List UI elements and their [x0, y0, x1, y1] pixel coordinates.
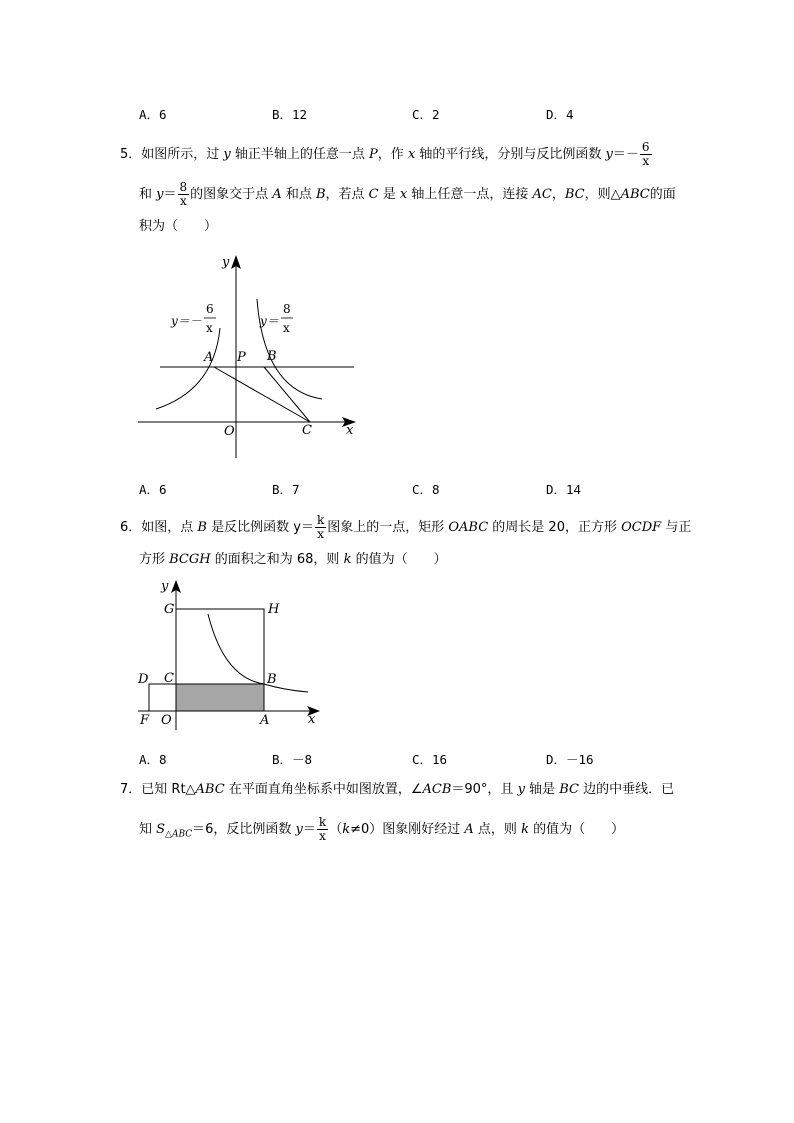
q5-left-curve [156, 328, 220, 409]
q5-var: B [315, 187, 326, 202]
q6-label-d: D [138, 672, 149, 687]
q5-line-1 [120, 141, 653, 168]
prev-option-d: D．4 [546, 107, 574, 122]
q5-right-eq-prefix: y＝ [260, 314, 279, 328]
q5-label-b: B [267, 349, 277, 364]
q7-var: ACB [422, 782, 452, 797]
q6-var: B [197, 520, 207, 535]
q7-subscript: △ABC [165, 829, 193, 840]
q6-number: 6． [120, 520, 142, 535]
q6-option-d: D．－16 [546, 752, 594, 767]
q5-text: ， [551, 187, 565, 202]
q7-text: 在平面直角坐标系中如图放置，∠ [224, 782, 423, 797]
q7-text: 已知 Rt△ [141, 782, 196, 797]
q7-text: 点，则 [473, 822, 522, 837]
q5-var: y [156, 187, 164, 202]
q5-text: ，则△ [584, 187, 621, 202]
q6-label-y: y [161, 579, 169, 594]
q6-var: k [343, 552, 352, 567]
q5-label-a: A [204, 350, 214, 365]
q6-var: BCGH [169, 552, 211, 567]
q7-var: A [464, 822, 474, 837]
q6-line-2 [139, 552, 447, 568]
q6-figure [132, 574, 332, 734]
q5-left-eq-den: x [206, 321, 213, 335]
q5-text: 轴正半轴上的任意一点 [230, 147, 370, 162]
q5-frac-num: 8 [179, 180, 188, 194]
q7-var: k [521, 822, 529, 837]
q5-text: 的面 [649, 187, 676, 202]
q5-text: 和 [139, 187, 157, 202]
q6-text: 与正 [661, 520, 692, 535]
q5-var: BC [564, 187, 585, 202]
q7-text: ≠0）图象刚好经过 [350, 822, 465, 837]
q6-frac-den: x [317, 527, 324, 541]
q7-var: ABC [195, 782, 225, 797]
q5-var: y [605, 147, 613, 162]
q6-label-b: B [267, 672, 277, 687]
q6-frac-num: k [316, 513, 325, 527]
q5-fraction-2 [178, 181, 190, 208]
prev-option-a: A．6 [139, 107, 167, 122]
q7-text: ＝ [302, 822, 316, 837]
q5-figure [130, 250, 370, 465]
q5-right-eq-den: x [283, 321, 290, 335]
q6-label-c: C [164, 671, 174, 686]
q5-var: C [368, 187, 379, 202]
q5-label-o: O [224, 424, 235, 439]
q7-text: （ [329, 822, 343, 837]
q5-var: A [272, 187, 282, 202]
q7-line-1 [120, 782, 674, 798]
q7-var: y [295, 822, 303, 837]
q6-text: 的值为（ ） [351, 552, 447, 567]
q6-label-o: O [161, 713, 172, 728]
q5-option-d: D．14 [546, 482, 582, 497]
q7-number: 7． [120, 782, 142, 797]
q7-line-2 [139, 816, 624, 843]
q6-label-a: A [260, 713, 270, 728]
q7-text: ＝6，反比例函数 [192, 822, 296, 837]
q7-fraction [317, 816, 328, 843]
q7-var: S [156, 822, 166, 837]
q5-frac-num: 6 [641, 140, 650, 154]
q5-var: y [223, 147, 231, 162]
q7-text: 边的中垂线．已 [578, 782, 675, 797]
q7-var: BC [559, 782, 579, 797]
q7-text: 知 [139, 822, 157, 837]
q6-text: 是反比例函数 y＝ [206, 520, 314, 535]
q5-label-y: y [222, 255, 230, 270]
q6-label-f: F [140, 713, 150, 728]
q5-frac-den: x [642, 154, 650, 168]
q5-text: 和点 [281, 187, 316, 202]
q5-left-eq-num: 6 [206, 302, 214, 316]
q6-text: 的面积之和为 68，则 [210, 552, 344, 567]
q5-var: x [407, 147, 416, 162]
q6-option-b: B．－8 [272, 752, 313, 767]
q7-text: 的值为（ ） [528, 822, 625, 837]
q6-text: 如图，点 [141, 520, 198, 535]
q6-label-g: G [164, 602, 175, 617]
q5-var: AC [532, 187, 552, 202]
q5-number: 5． [120, 147, 142, 162]
q5-text: ＝ [163, 187, 177, 202]
q7-var: y [517, 782, 525, 797]
q5-text: ，作 [377, 147, 408, 162]
q7-var: k [342, 822, 351, 837]
q5-option-c: C．8 [412, 482, 440, 497]
q6-option-a: A．8 [139, 752, 167, 767]
q5-line-3: 积为（ ） [139, 219, 218, 234]
q6-text: 方形 [139, 552, 170, 567]
q5-label-x: x [346, 423, 354, 438]
q5-text: 轴的平行线，分别与反比例函数 [415, 147, 606, 162]
q6-text: 的周长是 20，正方形 [488, 520, 622, 535]
q5-text: 轴上任意一点，连接 [407, 187, 533, 202]
q6-curve [208, 614, 308, 692]
prev-option-c: C．2 [412, 107, 440, 122]
q6-var: OABC [448, 520, 489, 535]
q5-text: ，若点 [325, 187, 369, 202]
q7-text: 轴是 [524, 782, 560, 797]
q5-text: 如图所示，过 [141, 147, 224, 162]
q5-frac-den: x [179, 194, 187, 208]
q6-var: OCDF [621, 520, 662, 535]
q7-text: ＝90°，且 [451, 782, 518, 797]
q5-left-eq-prefix: y＝－ [171, 314, 202, 328]
q6-label-h: H [268, 602, 280, 617]
q5-var: ABC [620, 187, 650, 202]
q5-label-p: P [237, 350, 246, 365]
q6-text: 图象上的一点，矩形 [327, 520, 449, 535]
q6-fraction [315, 514, 326, 541]
q5-line-2 [139, 181, 676, 208]
prev-option-b: B．12 [272, 107, 308, 122]
q5-option-b: B．7 [272, 482, 300, 497]
q6-square-bcgh [176, 609, 264, 684]
q6-shaded-rectangle [176, 684, 264, 711]
q5-text: 的图象交于点 [190, 187, 273, 202]
q6-label-x: x [308, 712, 316, 727]
q5-fraction-1 [640, 141, 652, 168]
q5-segment-ac [214, 367, 310, 422]
q5-label-c: C [302, 423, 312, 438]
q5-segment-bc [264, 367, 310, 422]
q5-var: P [369, 147, 378, 162]
q6-square-ocdf [149, 684, 176, 711]
q7-frac-num: k [318, 815, 327, 829]
q5-right-eq-num: 8 [283, 302, 291, 316]
q6-option-c: C．16 [412, 752, 448, 767]
q5-text: ＝－ [612, 147, 639, 162]
q5-option-a: A．6 [139, 482, 167, 497]
q5-text: 是 [378, 187, 400, 202]
q5-var: x [399, 187, 408, 202]
q6-line-1 [120, 514, 691, 541]
q7-frac-den: x [319, 829, 326, 843]
